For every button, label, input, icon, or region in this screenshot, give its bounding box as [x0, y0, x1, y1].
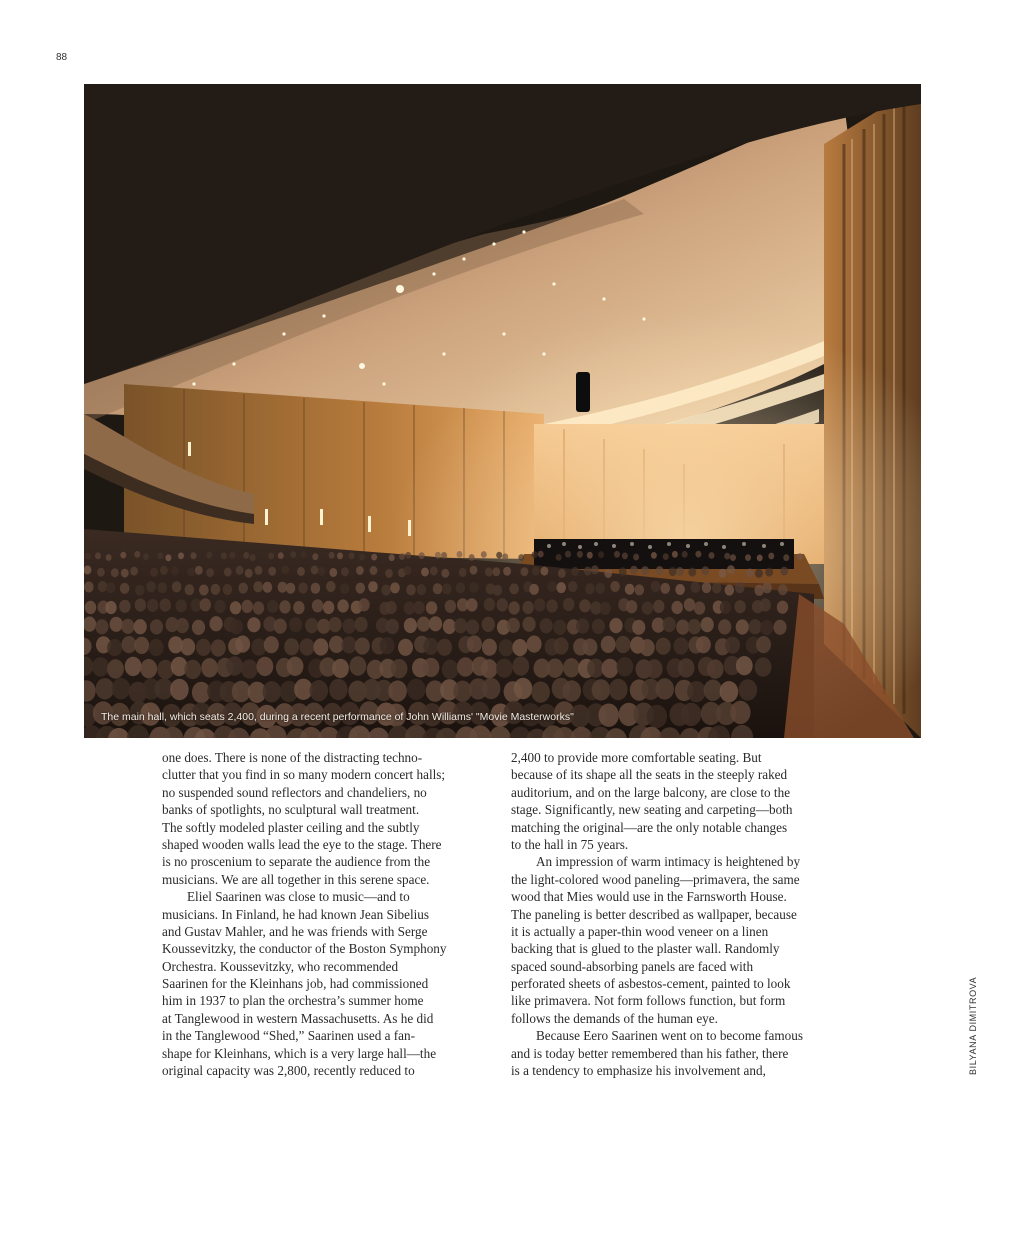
text-line: no suspended sound reflectors and chandeliers, no — [162, 784, 427, 800]
article-column-right — [511, 749, 843, 1079]
text-line: original capacity was 2,800, recently reduced to — [162, 1063, 415, 1079]
text-line: auditorium, and on the large balcony, are close to the — [511, 784, 791, 800]
text-line: follows the demands of the human eye. — [511, 1010, 718, 1026]
text-line: banks of spotlights, no sculptural wall treatment. — [162, 802, 420, 818]
text-line: stage. Significantly, new seating and carpeting—both — [511, 802, 793, 818]
text-line: Because Eero Saarinen went on to become famous — [536, 1028, 803, 1044]
text-line: Orchestra. Koussevitzky, who recommended — [162, 958, 399, 974]
article-body — [162, 749, 842, 1089]
concert-hall-photo — [84, 84, 921, 738]
text-line: the light-colored wood paneling—primavera, the same — [511, 871, 800, 887]
text-line: because of its shape all the seats in the steeply raked — [511, 767, 788, 783]
text-line: musicians. We are all together in this serene space. — [162, 871, 430, 887]
text-line: shape for Kleinhans, which is a very large hall—the — [162, 1045, 437, 1061]
text-line: An impression of warm intimacy is heightened by — [536, 854, 801, 870]
text-line: spaced sound-absorbing panels are faced with — [511, 958, 754, 974]
text-line: clutter that you find in so many modern concert halls; — [162, 767, 446, 783]
text-line: it is actually a paper-thin wood veneer on a linen — [511, 923, 769, 939]
text-line: Saarinen for the Kleinhans job, had commissioned — [162, 976, 429, 992]
text-line: Koussevitzky, the conductor of the Boston Symphony — [162, 941, 447, 957]
text-line: and is today better remembered than his father, there — [511, 1045, 789, 1061]
page-number: 88 — [56, 52, 68, 63]
text-line: perforated sheets of asbestos-cement, painted to look — [511, 976, 791, 992]
text-line: shaped wooden walls lead the eye to the stage. There — [162, 836, 442, 852]
text-line: one does. There is none of the distracting techno- — [162, 750, 423, 765]
text-line: musicians. In Finland, he had known Jean Sibelius — [162, 906, 430, 922]
text-line: Eliel Saarinen was close to music—and to — [187, 889, 410, 905]
text-line: matching the original—are the only notable changes — [511, 819, 788, 835]
photo-caption: The main hall, which seats 2,400, during a recent performance of John Williams' "Movie Masterworks" — [101, 711, 574, 723]
text-line: backing that is glued to the plaster wall. Randomly — [511, 941, 780, 957]
concert-hall-illustration — [84, 84, 921, 738]
text-line: The paneling is better described as wallpaper, because — [511, 906, 797, 922]
text-line: wood that Mies would use in the Farnsworth House. — [511, 889, 787, 905]
text-line: like primavera. Not form follows function, but form — [511, 993, 786, 1009]
text-line: is a tendency to emphasize his involvement and, — [511, 1063, 766, 1079]
text-line: at Tanglewood in western Massachusetts. As he did — [162, 1010, 434, 1026]
article-column-left — [162, 749, 494, 1079]
text-line: him in 1937 to plan the orchestra’s summer home — [162, 993, 424, 1009]
text-line: is no proscenium to separate the audience from the — [162, 854, 431, 870]
photo-credit: BILYANA DIMITROVA — [968, 976, 978, 1075]
text-line: The softly modeled plaster ceiling and the subtly — [162, 819, 420, 835]
text-line: 2,400 to provide more comfortable seating. But — [511, 750, 762, 765]
text-line: and Gustav Mahler, and he was friends with Serge — [162, 923, 428, 939]
text-line: to the hall in 75 years. — [511, 836, 629, 852]
text-line: in the Tanglewood “Shed,” Saarinen used a fan- — [162, 1028, 415, 1044]
